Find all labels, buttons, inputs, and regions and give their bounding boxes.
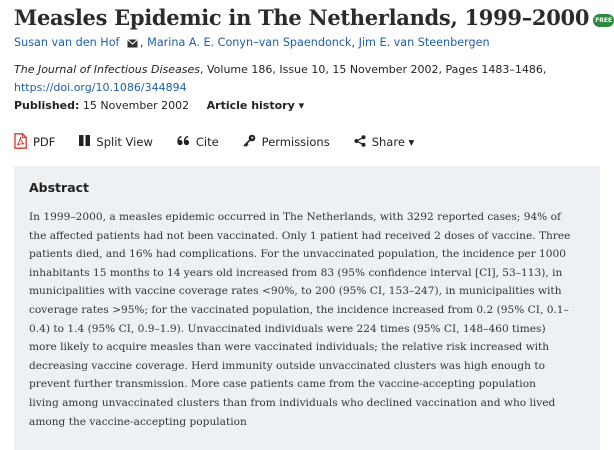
article-title <box>14 5 614 30</box>
abstract-section <box>14 166 600 450</box>
pdf-button[interactable] <box>14 133 55 152</box>
share-dropdown[interactable] <box>354 135 415 150</box>
journal-citation <box>14 63 546 76</box>
publication-info <box>14 99 304 112</box>
permissions-icon <box>243 134 256 150</box>
abstract-line: decreasing vaccine coverage. Herd immunity outside unvaccinated clusters was high enough to <box>29 359 545 372</box>
article-history-dropdown[interactable]: Article history ▾ <box>206 99 305 112</box>
cite-icon <box>177 135 190 149</box>
pdf-icon <box>14 133 27 152</box>
share-icon <box>354 135 366 150</box>
abstract-line: among the vaccine-accepting population <box>29 415 247 428</box>
published-date: 15 November 2002 <box>82 99 190 112</box>
author-separator: , <box>140 36 144 49</box>
abstract-line: the affected patients had not been vaccinated. Only 1 patient had received 2 doses of vaccine. Three <box>29 229 571 242</box>
cite-label: Cite <box>195 135 219 149</box>
free-badge: FREE <box>593 14 614 27</box>
split-view-button[interactable] <box>79 135 152 149</box>
abstract-line: 0.4) to 1.4 (95% CI, 0.9–1.9). Unvaccinated individuals were 224 times (95% CI, 148–460 times) <box>29 322 546 335</box>
doi-link[interactable]: https://doi.org/10.1086/344894 <box>14 81 187 94</box>
split-view-icon <box>79 135 90 149</box>
pdf-label: PDF <box>33 135 56 149</box>
abstract-line: prevent further transmission. More case patients came from the vaccine-accepting population <box>29 378 536 391</box>
published-label: Published: <box>14 99 80 112</box>
abstract-line: living among unvaccinated clusters than from individuals who declined vaccination and who lived <box>29 396 556 409</box>
abstract-line: more likely to acquire measles than were vaccinated individuals; the relative risk increased with <box>29 341 550 354</box>
abstract-line: municipalities with vaccine coverage rates <90%, to 200 (95% CI, 153–247), in municipalities with <box>29 285 562 298</box>
journal-name: The Journal of Infectious Diseases <box>14 63 200 76</box>
journal-details: , Volume 186, Issue 10, 15 November 2002, Pages 1483–1486, <box>200 63 547 76</box>
permissions-button[interactable] <box>243 134 330 150</box>
permissions-label: Permissions <box>261 135 330 149</box>
author-link-1[interactable]: Susan van den Hof <box>14 36 120 49</box>
abstract-line: inhabitants 15 months to 14 years old increased from 83 (95% confidence interval [CI], 53–113), in <box>29 266 563 279</box>
mail-icon[interactable] <box>127 38 138 51</box>
cite-button[interactable] <box>177 135 219 149</box>
share-label: Share ▾ <box>371 135 415 149</box>
split-view-label: Split View <box>96 135 153 149</box>
abstract-line: patients died, and 16% had complications. For the unvaccinated population, the incidence per 1000 <box>29 248 567 261</box>
abstract-line: coverage rates >95%; for the vaccinated population, the incidence increased from 0.2 (95% CI, 0.1– <box>29 303 569 316</box>
author-link-3[interactable]: Jim E. van Steenbergen <box>358 36 490 49</box>
article-title-text: Measles Epidemic in The Netherlands, 1999–2000 <box>14 5 590 30</box>
article-toolbar <box>14 133 438 151</box>
author-list <box>14 36 490 51</box>
abstract-text <box>29 208 589 431</box>
author-link-2[interactable]: Marina A. E. Conyn–van Spaendonck <box>147 36 352 49</box>
author-separator: , <box>351 36 356 49</box>
abstract-line: In 1999–2000, a measles epidemic occurred in The Netherlands, with 3292 reported cases; 94% of <box>29 211 561 223</box>
abstract-heading: Abstract <box>29 180 90 195</box>
